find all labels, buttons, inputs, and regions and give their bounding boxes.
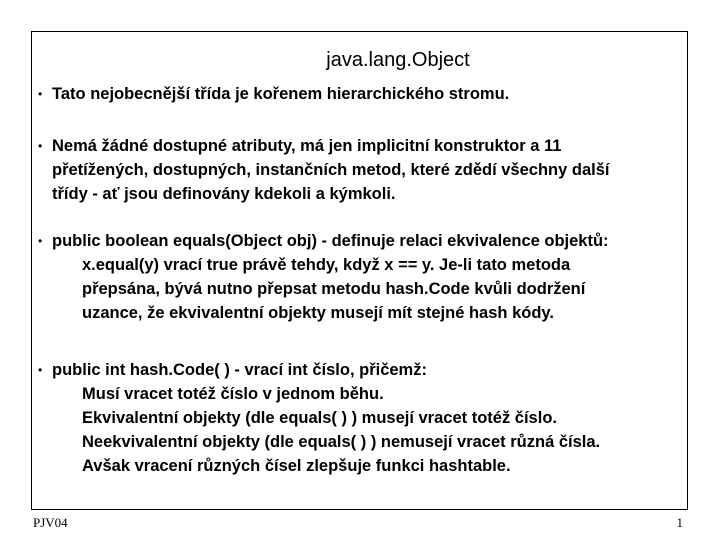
bullet-line: přepsána, bývá nutno přepsat metodu hash.Code kvůli dodržení bbox=[82, 280, 586, 298]
slide-title: java.lang.Object bbox=[326, 49, 470, 71]
bullet-dot: • bbox=[38, 234, 43, 248]
footer-course-label: PJV04 bbox=[33, 515, 68, 530]
footer-page-number: 1 bbox=[676, 515, 683, 530]
bullet-line: uzance, že ekvivalentní objekty musejí mít stejné hash kódy. bbox=[82, 304, 554, 322]
bullet-2 bbox=[38, 134, 678, 206]
bullet-dot: • bbox=[38, 363, 43, 377]
bullet-line: Nemá žádné dostupné atributy, má jen implicitní konstruktor a 11 bbox=[52, 137, 562, 155]
bullet-line: přetížených, dostupných, instančních metod, které zdědí všechny další bbox=[52, 161, 610, 179]
bullet-line: Avšak vracení různých čísel zlepšuje funkci hashtable. bbox=[82, 457, 511, 475]
bullet-3 bbox=[38, 229, 678, 325]
bullet-line: Neekvivalentní objekty (dle equals( ) ) nemusejí vracet různá čísla. bbox=[82, 433, 601, 451]
bullet-dot: • bbox=[38, 87, 43, 101]
bullet-4 bbox=[38, 358, 678, 478]
bullet-line: Tato nejobecnější třída je kořenem hierarchického stromu. bbox=[52, 85, 510, 103]
bullet-line: x.equal(y) vrací true právě tehdy, když x == y. Je-li tato metoda bbox=[82, 256, 571, 274]
bullet-line: Musí vracet totéž číslo v jednom běhu. bbox=[82, 385, 384, 403]
bullet-line: třídy - ať jsou definovány kdekoli a kýmkoli. bbox=[52, 185, 396, 203]
bullet-dot: • bbox=[38, 139, 43, 153]
bullet-line: public int hash.Code( ) - vrací int číslo, přičemž: bbox=[52, 361, 427, 379]
bullet-line: Ekvivalentní objekty (dle equals( ) ) musejí vracet totéž číslo. bbox=[82, 409, 557, 427]
bullet-line: public boolean equals(Object obj) - definuje relaci ekvivalence objektů: bbox=[52, 232, 609, 250]
bullet-1 bbox=[38, 82, 678, 106]
